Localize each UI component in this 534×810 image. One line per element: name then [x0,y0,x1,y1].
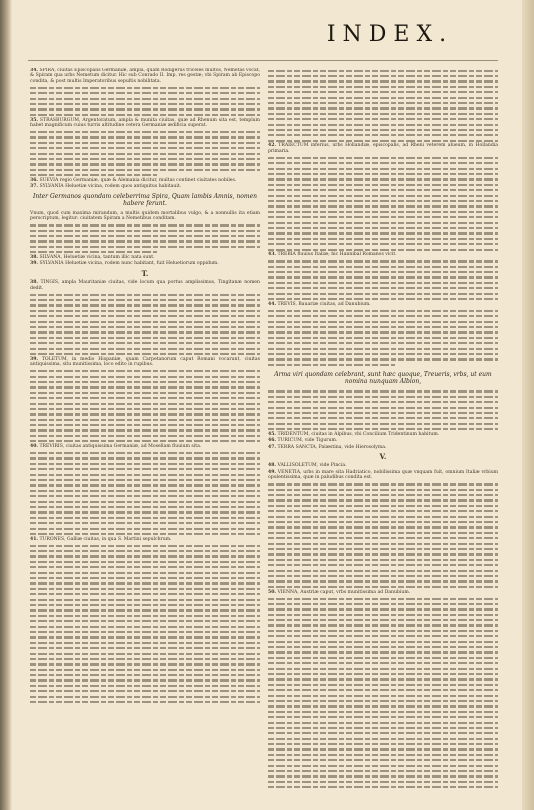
index-entry: 45. TRIDENTUM, ciuitas in Alpibus, vbi Concilium Tridentinum habitum. [268,431,440,437]
text-line [268,584,498,589]
right-column [268,68,498,788]
index-entry: 39. SYLVANIA Heluetiæ vicina, rodem nunc habitant, fuit Heluetiorum oppidum. [30,261,219,267]
text-line [268,296,498,301]
text-line [30,173,157,178]
page-title: INDEX. [326,22,454,47]
index-entry: 48. VALLISOLETUM, vide Pincia. [268,463,347,469]
index-entry: 38. TINGIS, ampla Mauritaniæ ciuitas, vide locum qua portus amplissimus, Tingitanæ nomen dedit. [30,280,260,291]
text-line [30,250,157,255]
text-line [30,351,260,356]
index-entry: 49. VENETIA, urbs in mare sita Hadriatico, nobilissima quæ vnquam fuit, omnium Italiæ vrbium opulentissima, quæ in paludibus condita est. [268,469,498,481]
header-rule [28,60,498,61]
index-entry: 47. TERRA SANCTA, Palæstina, vide Hierosolyma. [268,444,387,450]
index-entry: 37. SYLVANIA Heluetiæ vicina, rodem quos antiquitus habitauit. [30,184,182,190]
text-line [30,699,260,704]
section-letter: V. [379,452,387,462]
page-edge [522,0,534,810]
text-line [268,362,395,367]
index-entry: 35. STRASBURGUM, Argentoratum, ampla & munita ciuitas, quæ ad Rhenum sita est, templum habet magnificum cuius turris altitudine cetera Germaniæ ædificia superat. [30,117,260,128]
index-entry: 36. SUEVIA regio Germaniæ, quæ & Alemania dicitur, multas continet ciuitates nobiles. [30,177,237,183]
index-entry: 44. TREVIS, Bauariæ ciuitas, ad Danubium. [268,301,371,307]
section-letter: T. [141,268,149,278]
verse-inscription: Inter Germanos quondam celeberrima Spira, Quam lambis Amnis, nomen habere ferunt. [32,192,257,208]
left-column [30,68,260,788]
text-line [30,112,260,117]
text-line [268,426,498,431]
index-entry: 43. TREBIA fluuius Italiæ; hic Hannibal Romanos vicit. [268,252,397,258]
index-entry: 34. SPIRA, ciuitas Episcopalis Germaniæ, ampla, quam Rodigerus triceles multos, Nemetas vocat, & Spiram qua urbs Nemetum dicitur. Hic sub Conrado II. Imp. res gestæ; vbi Spiram ab Episcopo condita, & post multis Imperatoribus sepultis nobilitata. [30,68,260,84]
book-binding-shadow [0,0,12,810]
text-line [268,247,498,252]
text-line [268,138,498,143]
verse-inscription: Arma viri quondam celebrant, sunt hæc quoque, Treueris, vrbs, ut eum nomina nunquam Albion, [274,370,492,386]
index-entry: 38. SILVANA, Heluetiæ vicina, tantum illic nata sunt. [30,255,155,261]
text-line [30,531,260,536]
index-entry: 50. VIENNA, Austriæ caput, vrbs munitissima ad Danubium. [268,589,411,595]
index-entry: Vnum, quod cum maxima mirandum, a multis quidem mortalibus vulgo, & a nonnullis ita etiam perscriptum, legitur: ciuitatem Spiram a Nemetibus conditam. [30,210,260,222]
index-entry: 40. TREVIRIS, ciuitas antiquissima Germaniæ, ad Mosellam fluuium sita. [30,444,202,450]
text-line [30,439,260,444]
text-line [268,785,498,788]
index-entry: 42. TRAIECTUM inferius, urbs Hollandiæ, episcopalis, ad Rheni veterem alueum, in Hollandia primaria. [268,143,498,154]
index-entry: 39. TOLETUM, in medio Hispaniæ, quam Carpetanorum caput Romani vocarunt, ciuitas antiquissima, situ munitissima, loco edito in rupibus. [30,356,260,368]
index-entry: 41. TURONES, Galliæ ciuitas, in qua S. Martini sepulchrum. [30,536,172,542]
index-entry: 46. TURICUM, vide Tigurum. [268,438,338,444]
